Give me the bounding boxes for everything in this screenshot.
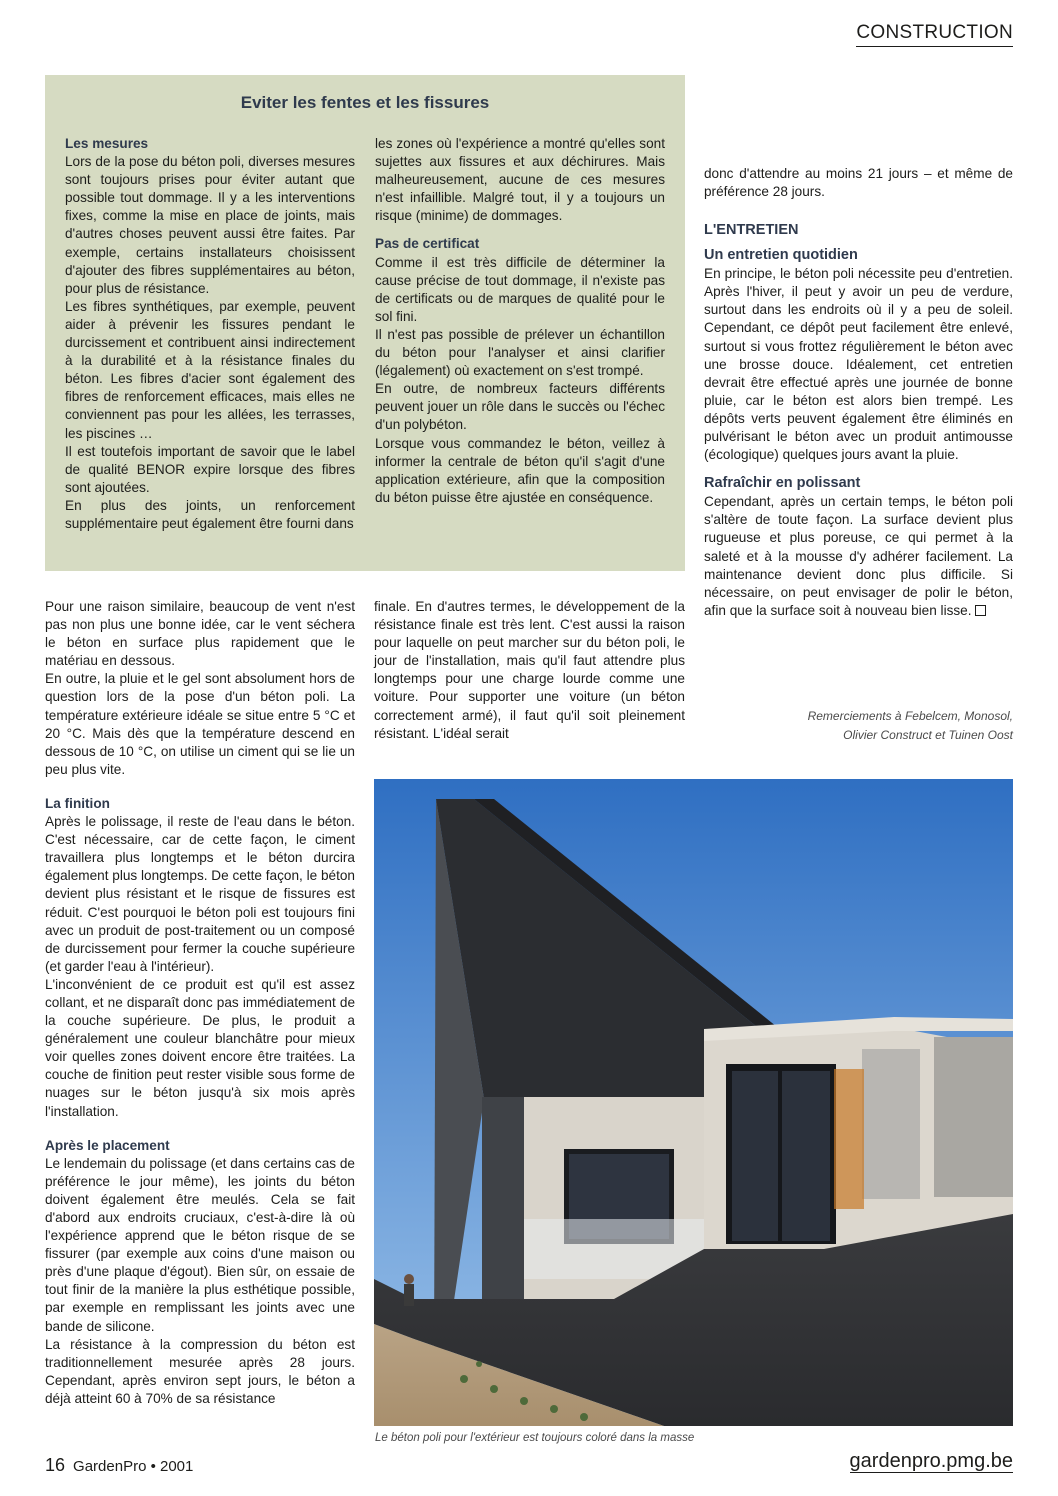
box-column-right [375,135,665,507]
left-column [45,598,355,1408]
box-paragraph: En outre, de nombreux facteurs différents peuvent jouer un rôle dans le succès ou l'échec d'un polybéton. [375,381,665,433]
box-paragraph: Lorsque vous commandez le béton, veillez à informer la centrale de béton qu'il s'agit d'une application extérieure, afin que la composition du béton puisse être ajustée en conséquence. [375,435,665,505]
magazine-issue: GardenPro • 2001 [73,1458,194,1475]
body-paragraph: La résistance à la compression du béton est traditionnellement mesurée après 28 jours. Cependant, après environ sept jours, le béton a déjà atteint 60 à 70% de sa résistance [45,1336,355,1406]
body-paragraph: L'inconvénient de ce produit est qu'il est assez collant, et ne disparaît donc pas immédiatement de la couche supérieure. De plus, le produit a généralement une couleur blanchâtre pour mieux voir quelles zones doivent encore être traitées. La couche de finition peut rester visible sous forme de nuages sur le béton jusqu'à six mois après l'installation. [45,976,355,1119]
house-photo [374,779,1013,1426]
body-paragraph: Le lendemain du polissage (et dans certains cas de préférence le jour même), les joints du béton doivent également être meulés. Cela se fait d'abord aux endroits cruciaux, c'est-à-dire là où l'expérience apprend que le béton risque de se fissurer (par exemple aux coins d'une maison ou près d'une plaque d'égout). Bien sûr, on essaie de tout finir de la manière la plus esthétique possible, par exemple en remplissant les joints avec une bande de silicone. [45,1155,355,1334]
box-paragraph: Les fibres synthétiques, par exemple, peuvent aider à prévenir les fissures pendant le durcissement et contribuent ainsi indirectement à la durabilité et à la résistance finales du béton. Les fibres d'acier sont également des fibres de renforcement efficaces, mais elles ne conviennent pas pour les allées, les terrasses, les piscines … [65,298,355,441]
subheading-rafraichir: Rafraîchir en polissant [704,475,861,492]
subheading-entretien-quotidien: Un entretien quotidien [704,247,858,264]
box-paragraph: Il est toutefois important de savoir que le label de qualité BENOR expire lorsque des fibres sont ajoutées. [65,443,355,495]
body-paragraph: Pour une raison similaire, beaucoup de vent n'est pas non plus une bonne idée, car le vent séchera le béton en surface plus rapidement que le matériau en dessous. [45,599,355,669]
body-paragraph: Après le polissage, il reste de l'eau dans le béton. C'est nécessaire, car de cette façon, le ciment travaillera plus longtemps et le béton durcira également plus longtemps. De cette façon, le béton devient plus résistant et le risque de fissures est réduit. C'est pourquoi le béton poli est toujours fini avec un produit de post-traitement ou un composé de durcissement pour fermer la couche supérieure (et garder l'eau à l'intérieur). [45,814,355,974]
body-paragraph: En outre, la pluie et le gel sont absolument hors de question lors de la pose d'un béton poli. La température extérieure idéale se situe entre 5 °C et 20 °C. Mais dès que la température descend en dessous de 10 °C, on utilise un ciment qui se lie un peu plus vite. [45,671,355,777]
box-paragraph: les zones où l'expérience a montré qu'elles sont sujettes aux fissures et aux déchirures. Mais malheureusement, aucune de ces mesures n'est infaillible. Malgré tout, il y a toujours un risque (minime) de dommages. [375,136,665,224]
right-column [704,165,1013,620]
box-title: Eviter les fentes et les fissures [240,93,490,112]
body-paragraph: En principe, le béton poli nécessite peu d'entretien. Après l'hiver, il peut y avoir un peu de verdure, surtout dans les endroits où il y a peu de soleil. Cependant, ce dépôt peut facilement être enlevé, surtout si vous frottez régulièrement le béton avec une brosse douce. Idéalement, cet entretien devrait être effectué après une journée de bonne pluie, car le béton est alors bien trempé. Les dépôts verts peuvent également être éliminés en pulvérisant le béton avec un produit antimousse (écologique) quelques jours avant la pluie. [704,266,1013,463]
subheading-finition: La finition [45,795,110,811]
middle-column [374,598,685,743]
box-paragraph: Comme il est très difficile de déterminer la cause précise de tout dommage, il n'existe pas de certificats ou de marques de qualité pour le sol fini. [375,254,665,324]
body-paragraph: donc d'attendre au moins 21 jours – et même de préférence 28 jours. [704,166,1013,200]
body-paragraph: Cependant, après un certain temps, le béton poli s'altère de toute façon. La surface devient plus rugueuse et plus poreuse, ce qui permet à la saleté et à la mousse d'y adhérer facilement. La maintenance devient donc plus difficile. Si nécessaire, on peut envisager de polir le béton, afin que la surface soit à nouveau bien lisse. [704,494,1013,618]
footer-left [45,1455,193,1476]
end-mark-icon [975,605,986,616]
page-number: 16 [45,1455,66,1475]
box-paragraph: En plus des joints, un renforcement supplémentaire peut également être fourni dans [65,497,355,531]
photo-caption: Le béton poli pour l'extérieur est toujours coloré dans la masse [375,1432,695,1444]
box-paragraph: Lors de la pose du béton poli, diverses mesures sont toujours prises pour éviter autant que possible tout dommage. Il y a les interventions fixes, comme la mise en place de joints, mais d'autres choses peuvent aussi être faites. Par exemple, certains installateurs choisissent d'ajouter des fibres supplémentaires au béton, pour plus de résistance. [65,154,355,296]
sidebar-box [45,75,685,571]
box-paragraph: Il n'est pas possible de prélever un échantillon du béton pour l'analyser et ainsi clarifier (légalement) où exactement on s'est trompé. [375,326,665,379]
website-link[interactable]: gardenpro.pmg.be [849,1450,1013,1472]
box-heading-certificat: Pas de certificat [375,236,480,252]
body-paragraph: finale. En d'autres termes, le développement de la résistance finale est très lent. C'est aussi la raison pour laquelle on peut marcher sur du béton poli, le jour de l'installation, mais qu'il faut attendre plus longtemps pour une charge lourde comme une voiture. Pour supporter une voiture (un béton correctement armé), il faut qu'il soit pleinement résistant. L'idéal serait [374,599,685,741]
subheading-apres-placement: Après le placement [45,1137,170,1153]
section-label: CONSTRUCTION [856,22,1013,47]
box-heading-mesures: Les mesures [65,136,149,151]
section-heading-entretien: L'ENTRETIEN [704,222,799,239]
acknowledgements: Remerciements à Febelcem, Monosol, Olivier Construct et Tuinen Oost [807,709,1013,742]
box-column-left [65,135,355,533]
